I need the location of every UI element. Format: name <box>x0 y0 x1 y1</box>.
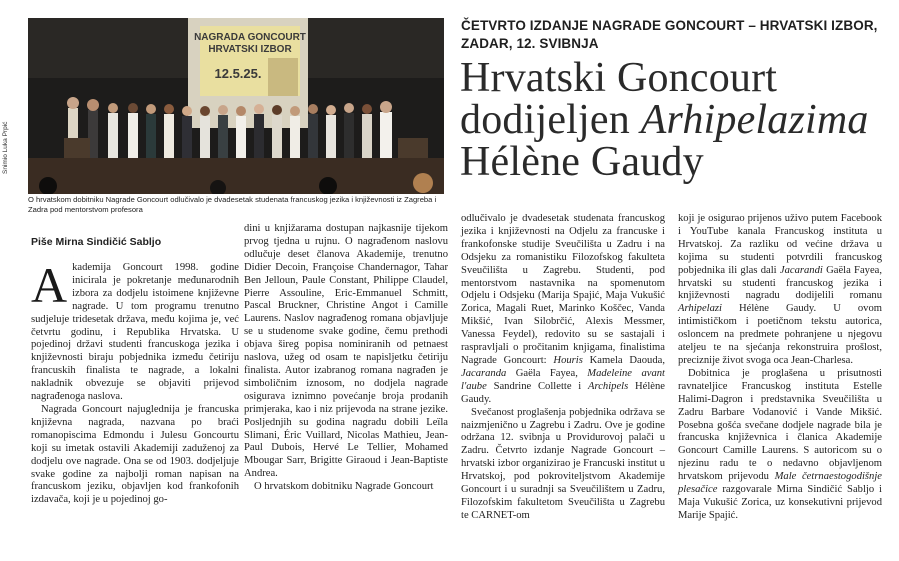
paragraph: Nagrada Goncourt najuglednija je francuska književna nagrada, nazvana po braći romanopiscima Edmondu i Julesu Goncourtu koji su imetak ostavili Akademiji zaduženoj za dodjelu ove nagrade. Ona se od 1903. dodjeljuje svake godine za najbolji roman napisan na francuskom jeziku, objavljen kod frankofonih izdavača, koji je u pojedinoj go- <box>31 403 239 506</box>
byline: Piše Mirna Sindičić Sabljo <box>31 236 162 248</box>
paragraph: Dobitnica je proglašena u prisutnosti ravnateljice Francuskog instituta Estelle Halimi-Dagron i predstavnika Sveučilišta u Zadru Barbare Vodanović i Vande Mikšić. Posebna gošća svečane dodjele nagrade bila je francuska književnica i članica Akademije Goncourt Camille Laurens. S autoricom su o njezinu radu te o nedavno objavljenom hrvatskom prijevodu Male četrnaestogodišnje plesačice razgovarale Mirna Sindičić Sabljo i Maja Vukušić Zorica, uz konsekutivni prijevod Marije Spajić. <box>678 367 882 521</box>
article-kicker: ČETVRTO IZDANJE NAGRADE GONCOURT – HRVATSKI IZBOR, ZADAR, 12. SVIBNJA <box>461 18 878 51</box>
paragraph: koji je osigurao prijenos uživo putem Facebook i YouTube kanala Francuskog instituta u Hrvatskoj. Za razliku od većine država u kojima su studenti potvrdili francuskog pobjednika ili glas dali Jacarandi Gaëla Fayea, hrvatski su studenti francuskog jezika i književnosti nagradu dodijelili romanu Arhipelazi Hélène Gaudy. U ovom intimističkom i poetičnom tekstu autorica, osloncem na predmete pohranjene u njegovu ateljeu te na sjećanja rekonstruira prošlost, preciznije život svoga oca Jean-Charlesa. <box>678 213 882 366</box>
banner-title-1: NAGRADA GONCOURT <box>194 32 306 43</box>
article-column-4 <box>678 213 882 523</box>
headline-italic-title: Arhipelazima <box>640 97 869 143</box>
banner-title-2: HRVATSKI IZBOR <box>208 44 292 55</box>
paragraph: dini u knjižarama dostupan najkasnije tijekom prvog tjedna u rujnu. O nagrađenom naslovu odlučuje deset članova Akademije, trenutno Didier Decoin, Françoise Chandernagor, Tahar Ben Jelloun, Paule Constant, Philippe Claudel, Pierre Assouline, Eric-Emmanuel Schmitt, Pascal Bruckner, Christine Angot i Camille Laurens. Naslov nagrađenog romana objavljuje se u studenome svake godine, čemu prethodi objava šireg popisa nominiranih od petnaest naslova, užeg od osam te napisljetku četiriju finalista. Autor izabranog romana nagrađen je simboličnim iznosom, no dodjela nagrade osigurava iznimno povećanje broja prodanih primjeraka, kao i niz prijevoda na strane jezike. Posljednjih su godina nagradu dobili Leïla Slimani, Éric Vuillard, Nicolas Mathieu, Jean-Paul Dubois, Hervé Le Tellier, Mohamed Mbougar Sarr, Brigitte Giraoud i Jean-Baptiste Andrea. <box>244 223 448 480</box>
event-photo-illustration <box>28 18 444 194</box>
paragraph: odlučivalo je dvadesetak studenata francuskog jezika i književnosti na Odjelu za francuske i frankofonske studije Sveučilišta u Zadru i na Odsjeku za romanistiku Filozofskog fakulteta Sveučilišta u Zagrebu. Studenti, pod mentorstvom nastavnika na spomenutom Odjelu i Odsjeku (Marija Spajić, Maja Vukušić Zorica, Magali Ruet, Marinko Koščec, Vanda Mikšić, Ivan Silobrčić, Alexis Messmer, Vanessa Feydel), redovito su se sastajali i raspravljali o pročitanim knjigama, finalistima Nagrade Goncourt: Houris Kamela Daouda, Jacaranda Gaëla Fayea, Madeleine avant l'aube Sandrine Collette i Archipels Hélène Gaudy. <box>461 213 665 405</box>
article-column-3 <box>461 213 665 523</box>
headline-line-3: Hélène Gaudy <box>460 139 704 185</box>
banner-date: 12.5.25. <box>214 66 262 81</box>
article-column-2 <box>244 223 448 494</box>
event-photo <box>28 18 444 194</box>
paragraph: Svečanost proglašenja pobjednika održava se naizmjenično u Zagrebu i Zadru. Ove je godine održana 12. svibnja u Providurovoj palači u Zadru. Četvrto izdanje Nagrade Goncourt – hrvatski izbor organizirao je Francuski institut u Hrvatskoj, pod pokroviteljstvom Akademije Goncourt i u suradnji sa Sveučilištem u Zadru, Filozofskim fakultetom Sveučilišta u Zagrebu te CARNET-om <box>461 406 665 521</box>
photo-credit: Snimio Luka Prpić <box>2 121 9 174</box>
dropcap: A <box>31 257 68 313</box>
article-headline <box>460 57 890 183</box>
headline-line-1: Hrvatski Goncourt <box>460 55 778 101</box>
paragraph: O hrvatskom dobitniku Nagrade Goncourt <box>254 481 434 493</box>
photo-caption: O hrvatskom dobitniku Nagrade Goncourt odlučivalo je dvadesetak studenata francuskog jezika i književnosti iz Zagreba i Zadra pod mentorstvom profesora <box>28 195 437 214</box>
paragraph: Akademija Goncourt 1998. godine inicirala je pokretanje međunarodnih izbora za dodjelu istoimene književne nagrade. U tom programu trenutno sudjeluje tridesetak država, među kojima je, već četvrtu godinu, i Republika Hrvatska. U pojedinoj državi studenti francuskoga jezika i književnosti biraju pobjednika između četiriju francuskih finalista te nagrade, a lokalni nakladnik obvezuje se objaviti prijevod nagrađenoga naslova. <box>31 257 239 403</box>
article-column-1 <box>31 257 239 507</box>
headline-line-2: dodijeljen <box>460 97 641 143</box>
